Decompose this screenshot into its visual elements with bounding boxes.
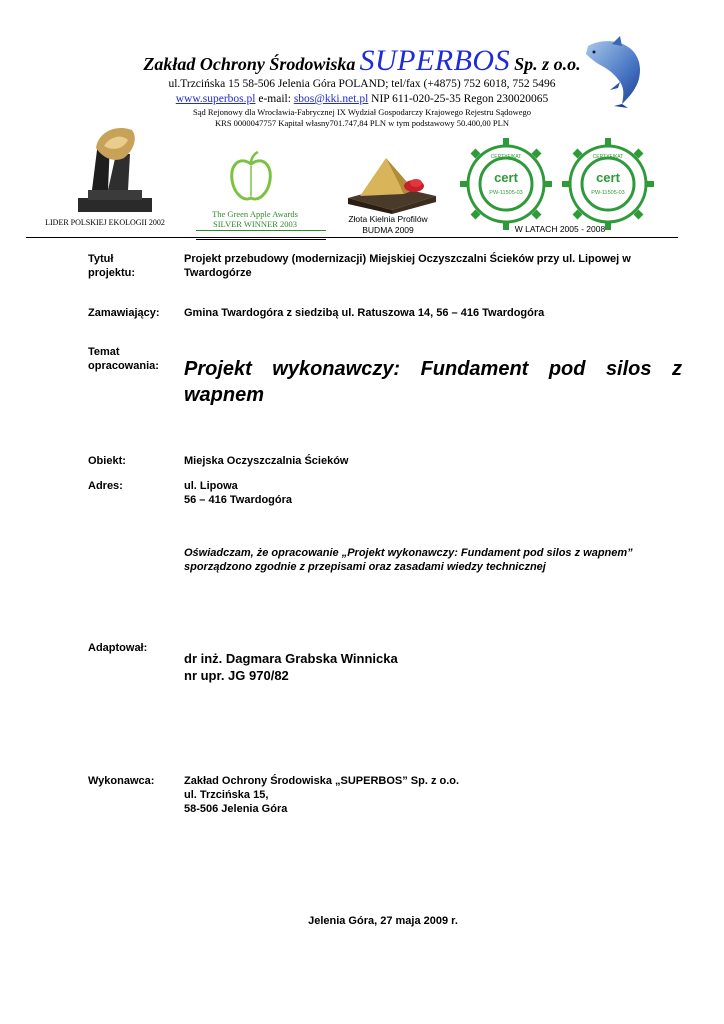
zamawiajacy-label: Zamawiający: (88, 307, 160, 319)
cert1-logo: cert (494, 170, 518, 185)
cert1-word: CERTYFIKAT (490, 154, 522, 160)
trophy-icon (68, 124, 164, 216)
tytul-label-line1: Tytuł (88, 253, 114, 265)
company-name-prefix: Zakład Ochrony Środowiska (143, 54, 356, 74)
wykonawca-line2: ul. Trzcińska 15, (184, 789, 269, 801)
nip-regon: NIP 611-020-25-35 Regon 230020065 (371, 93, 549, 105)
header-divider-accent (196, 239, 326, 240)
golden-trowel-icon (342, 150, 442, 214)
contact-line (0, 93, 724, 105)
krs-line: KRS 0000047757 Kapitał własny701.747,84 PLN w tym podstawowy 50.400,00 PLN (215, 118, 509, 128)
statement (184, 546, 633, 574)
zamawiajacy-value: Gmina Twardogóra z siedzibą ul. Ratuszowa 14, 56 – 416 Twardogóra (184, 307, 545, 319)
court-line: Sąd Rejonowy dla Wrocławia-Fabrycznej IX Wydział Gospodarczy Krajowego Rejestru Sądowego (192, 107, 532, 117)
company-name-suffix: Sp. z o.o. (514, 54, 581, 74)
cert2-code: PW-11505-03 (591, 190, 625, 196)
tytul-value (184, 252, 631, 280)
certificate-badge-1-icon (458, 136, 554, 232)
temat-label (88, 345, 159, 373)
adres-label: Adres: (88, 480, 123, 492)
wykonawca-label: Wykonawca: (88, 775, 155, 787)
website-link[interactable]: www.superbos.pl (175, 93, 256, 105)
obiekt-label: Obiekt: (88, 455, 126, 467)
header-divider (26, 237, 678, 238)
certificate-badge-2-icon (560, 136, 656, 232)
wykonawca-line3: 58-506 Jelenia Góra (184, 803, 288, 815)
adaptowal-label: Adaptował: (88, 642, 148, 654)
cert1-code: PW-11505-03 (489, 190, 523, 196)
cert2-logo: cert (596, 170, 620, 185)
temat-label-line2: opracowania: (88, 360, 159, 372)
kielnia-line2: BUDMA 2009 (362, 225, 414, 235)
tytul-value-line2: Twardogórze (184, 267, 252, 279)
adres-value (184, 479, 292, 507)
green-apple-underline (196, 230, 326, 231)
adres-value-line2: 56 – 416 Twardogóra (184, 494, 293, 506)
adaptowal-value (184, 650, 398, 684)
tytul-value-line1: Projekt przebudowy (modernizacji) Miejskiej Oczyszczalni Ścieków przy ul. Lipowej w (184, 253, 631, 265)
temat-value-line1: Projekt wykonawczy: Fundament pod silos z (184, 358, 682, 380)
green-apple-line1: The Green Apple Awards (212, 209, 298, 219)
author-name: dr inż. Dagmara Grabska Winnicka (184, 651, 398, 666)
award-kielnia (328, 214, 448, 236)
green-apple-icon (228, 150, 274, 206)
green-apple-line2: SILVER WINNER 2003 (212, 219, 298, 229)
temat-label-line1: Temat (88, 346, 120, 358)
statement-line1: Oświadczam, że opracowanie „Projekt wykonawczy: Fundament pod silos z wapnem” (184, 547, 633, 559)
kielnia-line1: Złota Kielnia Profilów (348, 214, 428, 224)
wykonawca-value (184, 774, 459, 816)
obiekt-value: Miejska Oczyszczalnia Ścieków (184, 455, 349, 467)
tytul-label-line2: projektu: (88, 267, 136, 279)
place-date: Jelenia Góra, 27 maja 2009 r. (308, 915, 458, 927)
cert-years: W LATACH 2005 - 2008 (514, 224, 606, 234)
temat-value-line2: wapnem (184, 384, 265, 406)
company-brand: SUPERBOS (359, 44, 511, 77)
author-license: nr upr. JG 970/82 (184, 668, 289, 683)
award-lider: LIDER POLSKIEJ EKOLOGII 2002 (45, 218, 165, 227)
cert2-word: CERTYFIKAT (592, 154, 624, 160)
email-link[interactable]: sbos@kki.net.pl (293, 93, 369, 105)
email-label: e-mail: (258, 93, 291, 105)
adres-value-line1: ul. Lipowa (184, 480, 238, 492)
wykonawca-line1: Zakład Ochrony Środowiska „SUPERBOS” Sp. z o.o. (184, 775, 460, 787)
address-line: ul.Trzcińska 15 58-506 Jelenia Góra POLAND; tel/fax (+4875) 752 6018, 752 5496 (168, 78, 556, 90)
award-green-apple (195, 209, 315, 229)
tytul-label (88, 252, 135, 280)
statement-line2: sporządzono zgodnie z przepisami oraz zasadami wiedzy technicznej (184, 561, 546, 573)
